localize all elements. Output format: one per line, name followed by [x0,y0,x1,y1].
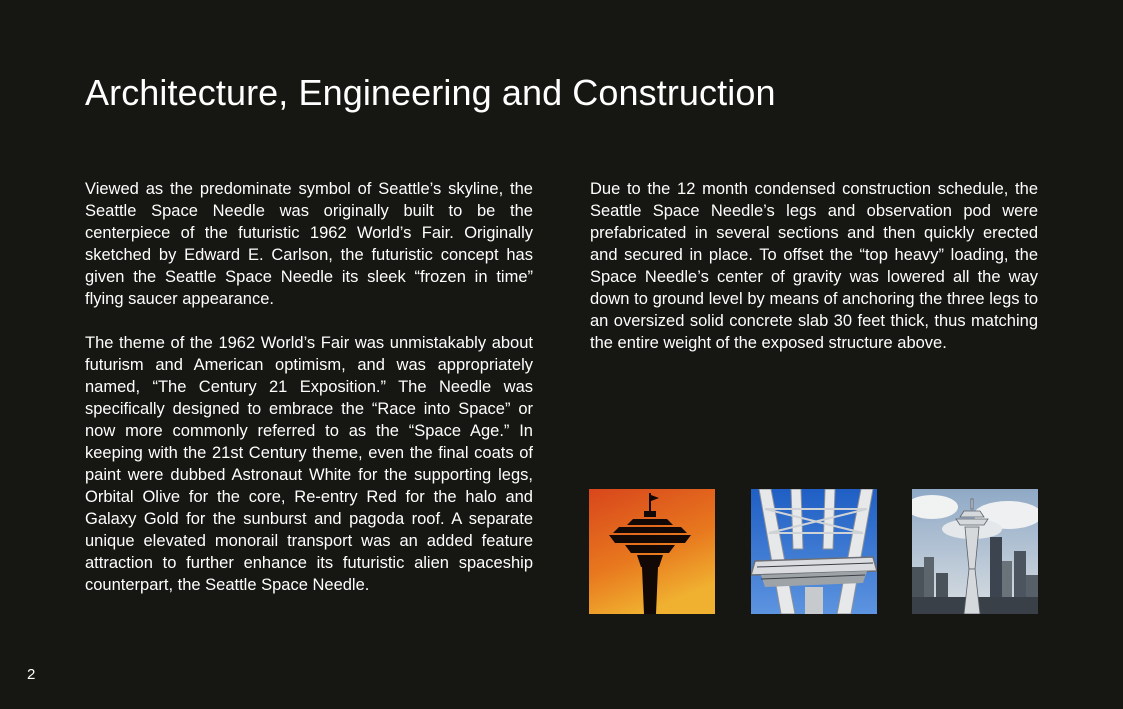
right-text-column [590,178,1038,354]
space-needle-skyline-photo [912,489,1038,614]
paragraph-left-2: The theme of the 1962 World’s Fair was unmistakably about futurism and American optimism, and was appropriately named, “The Century 21 Exposition.” The Needle was specifically designed to embrace the “Race into Space” or now more commonly referred to as the “Space Age.” In keeping with the 21st Century theme, even the final coats of paint were dubbed Astronaut White for the supporting legs, Orbital Olive for the core, Re-entry Red for the halo and Galaxy Gold for the sunburst and pagoda roof. A separate unique elevated monorail transport was an added feature attraction to further enhance its futuristic alien spaceship counterpart, the Seattle Space Needle. [85,334,533,594]
space-needle-sunset-photo [589,489,715,614]
page-number: 2 [27,666,36,683]
left-text-column [85,178,533,596]
space-needle-closeup-photo [751,489,877,614]
paragraph-left-1: Viewed as the predominate symbol of Seattle’s skyline, the Seattle Space Needle was originally built to be the centerpiece of the futuristic 1962 World’s Fair. Originally sketched by Edward E. Carlson, the futuristic concept has given the Seattle Space Needle its sleek “frozen in time” flying saucer appearance. [85,180,533,308]
paragraph-right-1: Due to the 12 month condensed construction schedule, the Seattle Space Needle’s legs and observation pod were prefabricated in several sections and then quickly erected and secured in place. To offset the “top heavy” loading, the Space Needle’s center of gravity was lowered all the way down to ground level by means of anchoring the three legs to an oversized solid concrete slab 30 feet thick, thus matching the entire weight of the exposed structure above. [590,180,1038,352]
page-title: Architecture, Engineering and Construction [85,72,776,113]
